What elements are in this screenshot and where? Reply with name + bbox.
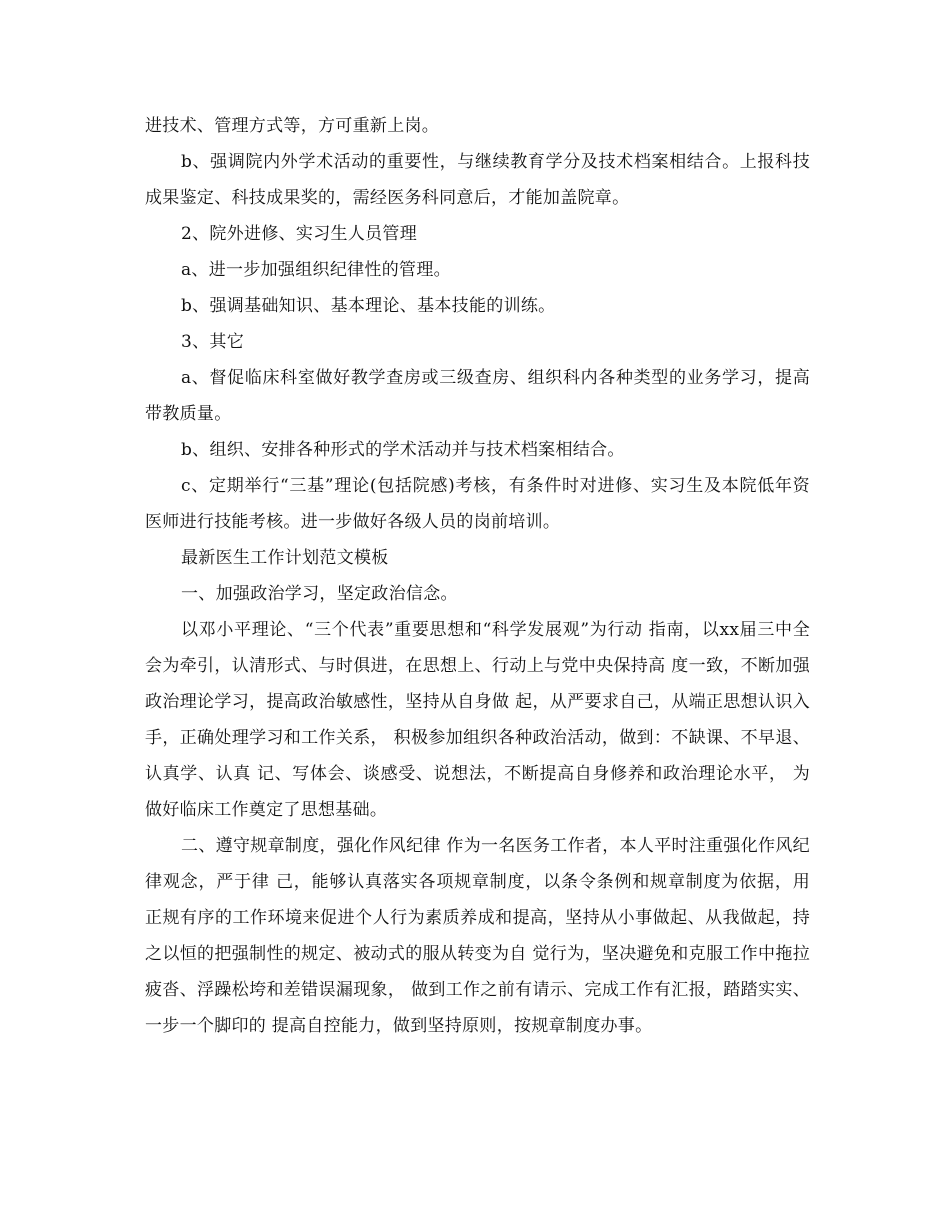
paragraph: b、组织、安排各种形式的学术活动并与技术档案相结合。: [181, 440, 625, 460]
paragraph: a、督促临床科室做好教学查房或三级查房、组织科内各种类型的业务学习，提高带教质量。: [145, 368, 810, 424]
document-body: [145, 108, 810, 1044]
paragraph: c、定期举行“三基”理论(包括院感)考核，有条件时对进修、实习生及本院低年资医师进行技能考核。进一步做好各级人员的岗前培训。: [145, 476, 810, 532]
section-heading: 一、加强政治学习，坚定政治信念。: [181, 584, 458, 604]
paragraph: 二、遵守规章制度，强化作风纪律 作为一名医务工作者，本人平时注重强化作风纪律观念，严于律 己，能够认真落实各项规章制度，以条令条例和规章制度为依据，用 正规有序的工作环境来促进个人行为素质养成和提高，坚持从小事做起、从我做起，持之以恒的把强制性的规定、被动式的服从转变为自 觉行为，坚决避免和克服工作中拖拉疲沓、浮躁松垮和差错误漏现象， 做到工作之前有请示、完成工作有汇报，踏踏实实、一步一个脚印的 提高自控能力，做到坚持原则，按规章制度办事。: [145, 836, 810, 1036]
paragraph: b、强调基础知识、基本理论、基本技能的训练。: [181, 296, 556, 316]
paragraph: a、进一步加强组织纪律性的管理。: [181, 260, 451, 280]
paragraph: 以邓小平理论、“三个代表”重要思想和“科学发展观”为行动 指南，以xx届三中全会为牵引，认清形式、与时俱进，在思想上、行动上与党中央保持高 度一致，不断加强政治理论学习，提高政治敏感性，坚持从自身做 起，从严要求自己，从端正思想认识入手，正确处理学习和工作关系， 积极参加组织各种政治活动，做到：不缺课、不早退、认真学、认真 记、写体会、谈感受、说想法，不断提高自身修养和政治理论水平， 为做好临床工作奠定了思想基础。: [145, 620, 810, 820]
document-title: 最新医生工作计划范文模板: [181, 548, 389, 568]
paragraph: b、强调院内外学术活动的重要性，与继续教育学分及技术档案相结合。上报科技成果鉴定、科技成果奖的，需经医务科同意后，才能加盖院章。: [145, 152, 810, 208]
section-heading: 2、院外进修、实习生人员管理: [181, 224, 418, 244]
section-heading: 3、其它: [181, 332, 245, 352]
paragraph: 进技术、管理方式等，方可重新上岗。: [145, 116, 440, 136]
